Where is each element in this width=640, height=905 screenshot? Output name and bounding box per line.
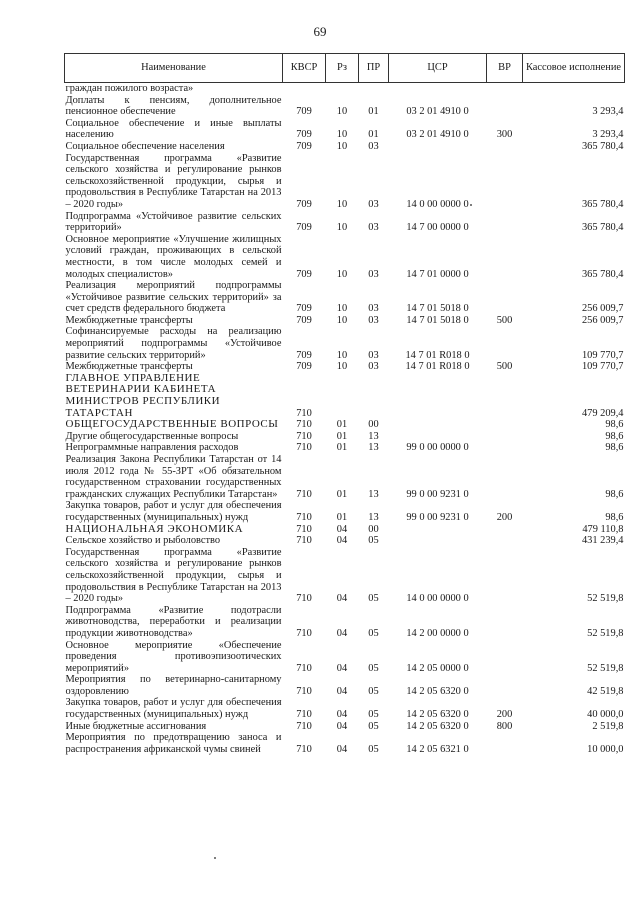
cell-amount: 52 519,8: [587, 593, 624, 605]
table-row: [65, 83, 625, 95]
header-name: Наименование: [65, 54, 283, 83]
cell-kvsr: 710: [296, 685, 312, 697]
cell-csr: 14 2 05 6320 0: [406, 685, 469, 697]
cell-name: Подпрограмма «Устойчивое развитие сельских территорий»: [65, 210, 282, 234]
cell-csr: 99 0 00 0000 0: [406, 442, 469, 454]
cell-kvsr: 710: [296, 743, 312, 755]
cell-vr: [487, 605, 523, 640]
cell-vr: [487, 326, 523, 361]
cell-rz: 01: [336, 430, 348, 442]
cell-pr: [359, 373, 389, 419]
cell-vr: [487, 234, 523, 280]
cell-csr: 03 2 01 4910 0: [406, 106, 469, 118]
cell-name: НАЦИОНАЛЬНАЯ ЭКОНОМИКА: [65, 522, 244, 535]
cell-vr: 300: [496, 129, 513, 141]
cell-vr: [487, 442, 523, 454]
cell-pr: 01: [368, 106, 379, 118]
cell-csr: [389, 373, 487, 419]
cell-amount: 98,6: [605, 511, 624, 523]
cell-csr: 14 2 05 6320 0: [406, 709, 469, 721]
cell-name: Межбюджетные трансферты: [65, 361, 193, 373]
table-row: [65, 547, 625, 605]
cell-csr: 14 2 05 6321 0: [406, 743, 469, 755]
cell-csr: 14 0 00 0000 0: [406, 198, 469, 210]
cell-csr: [389, 419, 487, 431]
cell-vr: 200: [496, 511, 513, 523]
scan-speck: [470, 204, 472, 206]
cell-csr: 14 2 05 0000 0: [406, 662, 469, 674]
cell-rz: 01: [336, 511, 348, 523]
cell-rz: 04: [336, 685, 348, 697]
cell-vr: [487, 431, 523, 443]
cell-vr: [487, 674, 523, 697]
cell-csr: 14 7 01 R018 0: [405, 361, 470, 373]
cell-vr: [487, 83, 523, 95]
cell-kvsr: 710: [296, 419, 312, 431]
cell-csr: [389, 535, 487, 547]
cell-pr: 03: [368, 361, 379, 373]
table-row: [65, 640, 625, 675]
cell-csr: 14 7 01 R018 0: [405, 349, 470, 361]
cell-pr: 13: [368, 511, 379, 523]
table-row: [65, 326, 625, 361]
header-row: [65, 54, 625, 83]
header-rz: Рз: [326, 54, 359, 83]
cell-amount: 98,6: [605, 419, 624, 431]
cell-kvsr: 709: [296, 222, 312, 234]
page-number: 69: [313, 24, 327, 39]
cell-name: Закупка товаров, работ и услуг для обеспечения государственных (муниципальных) нужд: [65, 697, 282, 721]
cell-amount: 40 000,0: [587, 709, 624, 721]
table-header: [65, 54, 625, 83]
cell-pr: 03: [368, 268, 379, 280]
cell-kvsr: 709: [296, 303, 312, 315]
cell-amount: 365 780,4: [581, 222, 624, 234]
cell-kvsr: 710: [296, 593, 312, 605]
cell-pr: 05: [368, 743, 379, 755]
cell-kvsr: 709: [296, 361, 312, 373]
cell-name: Сельское хозяйство и рыболовство: [65, 535, 221, 547]
cell-name: Основное мероприятие «Обеспечение проведения противоэпизоотических мероприятий»: [65, 639, 282, 674]
cell-kvsr: 709: [296, 129, 312, 141]
cell-kvsr: [283, 83, 326, 95]
table-row: [65, 605, 625, 640]
cell-vr: 500: [496, 314, 513, 326]
cell-rz: 10: [336, 349, 348, 361]
cell-kvsr: 710: [296, 523, 312, 535]
table-row: [65, 732, 625, 755]
table-row: [65, 211, 625, 234]
cell-kvsr: 709: [296, 140, 312, 152]
table-row: [65, 442, 625, 454]
cell-kvsr: 710: [296, 662, 312, 674]
cell-amount: [523, 83, 625, 95]
cell-amount: 365 780,4: [581, 198, 624, 210]
header-kvsr: КВСР: [283, 54, 326, 83]
cell-kvsr: 710: [296, 535, 312, 547]
cell-pr: 03: [368, 198, 379, 210]
cell-amount: 98,6: [605, 430, 624, 442]
table-row: [65, 315, 625, 327]
cell-kvsr: 710: [296, 407, 312, 419]
cell-csr: [389, 524, 487, 536]
cell-vr: [487, 547, 523, 605]
cell-pr: [359, 83, 389, 95]
cell-amount: 52 519,8: [587, 662, 624, 674]
cell-csr: [389, 83, 487, 95]
cell-name: Другие общегосударственные вопросы: [65, 430, 239, 442]
cell-vr: 500: [496, 361, 513, 373]
header-amount: Кассовое исполнение: [523, 54, 625, 83]
cell-amount: 256 009,7: [581, 314, 624, 326]
cell-amount: 98,6: [605, 488, 624, 500]
cell-rz: 10: [336, 303, 348, 315]
cell-rz: 04: [336, 627, 348, 639]
cell-csr: 14 7 01 5018 0: [406, 303, 469, 315]
cell-rz: 04: [336, 720, 348, 732]
cell-rz: 10: [336, 268, 348, 280]
cell-amount: 52 519,8: [587, 627, 624, 639]
cell-amount: 2 519,8: [592, 720, 624, 732]
cell-name: Социальное обеспечение и иные выплаты населению: [65, 117, 282, 141]
cell-csr: [389, 431, 487, 443]
cell-csr: 14 0 00 0000 0: [406, 593, 469, 605]
cell-name: Непрограммные направления расходов: [65, 442, 239, 454]
cell-csr: 03 2 01 4910 0: [406, 129, 469, 141]
table-row: [65, 153, 625, 211]
cell-amount: 479 209,4: [581, 407, 624, 419]
cell-pr: 13: [368, 488, 379, 500]
cell-vr: [487, 211, 523, 234]
table-row: [65, 500, 625, 523]
cell-amount: 98,6: [605, 442, 624, 454]
cell-vr: [487, 454, 523, 500]
cell-kvsr: 710: [296, 511, 312, 523]
table-row: [65, 524, 625, 536]
table-row: [65, 373, 625, 419]
cell-kvsr: 709: [296, 314, 312, 326]
cell-rz: 04: [336, 662, 348, 674]
cell-kvsr: 710: [296, 442, 312, 454]
cell-kvsr: 710: [296, 488, 312, 500]
cell-name: Доплаты к пенсиям, дополнительное пенсионное обеспечение: [65, 94, 282, 118]
table-row: [65, 141, 625, 153]
scan-speck: [214, 857, 216, 859]
table-row: [65, 118, 625, 141]
cell-pr: 03: [368, 303, 379, 315]
table-row: [65, 674, 625, 697]
cell-pr: 05: [368, 709, 379, 721]
cell-amount: 365 780,4: [581, 268, 624, 280]
cell-vr: [487, 419, 523, 431]
cell-name: Основное мероприятие «Улучшение жилищных условий граждан, проживающих в сельской местности, в том числе молодых семей и молодых специалистов»: [65, 233, 282, 280]
cell-vr: 200: [496, 709, 513, 721]
cell-pr: 00: [368, 419, 379, 431]
cell-csr: 14 7 01 5018 0: [406, 314, 469, 326]
cell-kvsr: 709: [296, 198, 312, 210]
cell-name: ГЛАВНОЕ УПРАВЛЕНИЕ ВЕТЕРИНАРИИ КАБИНЕТА МИНИСТРОВ РЕСПУБЛИКИ ТАТАРСТАН: [65, 371, 221, 419]
cell-amount: 3 293,4: [592, 106, 624, 118]
cell-name: Реализация Закона Республики Татарстан от 14 июля 2012 года № 55-ЗРТ «Об обязательном государственном страховании государственных гражданских служащих Республики Татарстан»: [65, 454, 282, 500]
cell-name: Реализация мероприятий подпрограммы «Устойчивое развитие сельских территорий» за счет средств федерального бюджета: [65, 280, 282, 315]
header-pr: ПР: [359, 54, 389, 83]
cell-kvsr: 710: [296, 627, 312, 639]
table-row: [65, 234, 625, 280]
cell-kvsr: 710: [296, 709, 312, 721]
table-row: [65, 721, 625, 733]
cell-rz: 10: [336, 222, 348, 234]
cell-vr: [487, 153, 523, 211]
cell-pr: 03: [368, 349, 379, 361]
cell-rz: 01: [336, 488, 348, 500]
budget-table: [64, 53, 625, 755]
cell-csr: 99 0 00 9231 0: [406, 511, 469, 523]
cell-rz: 10: [336, 361, 348, 373]
header-csr: ЦСР: [389, 54, 487, 83]
cell-name: Государственная программа «Развитие сельского хозяйства и регулирование рынков сельскохозяйственной продукции, сырья и продовольствия в Республике Татарстан на 2013 – 2020 годы»: [65, 546, 282, 605]
cell-kvsr: 710: [296, 430, 312, 442]
cell-pr: 05: [368, 720, 379, 732]
cell-amount: 431 239,4: [581, 535, 624, 547]
cell-rz: 01: [336, 419, 348, 431]
table-row: [65, 454, 625, 500]
cell-pr: 01: [368, 129, 379, 141]
cell-pr: 05: [368, 535, 379, 547]
cell-name: граждан пожилого возраста»: [65, 83, 194, 94]
cell-vr: [487, 141, 523, 153]
cell-csr: 99 0 00 9231 0: [406, 488, 469, 500]
cell-rz: 04: [336, 743, 348, 755]
cell-csr: 14 7 00 0000 0: [406, 222, 469, 234]
cell-amount: 109 770,7: [581, 361, 624, 373]
cell-pr: 03: [368, 140, 379, 152]
cell-pr: 05: [368, 685, 379, 697]
cell-rz: 10: [336, 129, 348, 141]
cell-amount: 479 110,8: [582, 523, 624, 535]
cell-amount: 365 780,4: [581, 140, 624, 152]
cell-pr: 05: [368, 593, 379, 605]
cell-amount: 256 009,7: [581, 303, 624, 315]
table-row: [65, 95, 625, 118]
cell-name: Мероприятия по ветеринарно-санитарному оздоровлению: [65, 674, 282, 697]
cell-pr: 13: [368, 442, 379, 454]
cell-rz: 04: [336, 593, 348, 605]
cell-vr: [487, 95, 523, 118]
cell-amount: 42 519,8: [587, 685, 624, 697]
cell-vr: [487, 535, 523, 547]
cell-name: Государственная программа «Развитие сельского хозяйства и регулирование рынков сельскохозяйственной продукции, сырья и продовольствия в Республике Татарстан на 2013 – 2020 годы»: [65, 152, 282, 210]
cell-rz: 10: [336, 198, 348, 210]
cell-csr: 14 2 00 0000 0: [406, 627, 469, 639]
cell-kvsr: 709: [296, 106, 312, 118]
cell-vr: [487, 524, 523, 536]
cell-kvsr: 710: [296, 720, 312, 732]
cell-kvsr: 709: [296, 268, 312, 280]
cell-name: ОБЩЕГОСУДАРСТВЕННЫЕ ВОПРОСЫ: [65, 418, 279, 431]
table-row: [65, 431, 625, 443]
cell-vr: [487, 640, 523, 675]
cell-csr: [389, 141, 487, 153]
cell-pr: 13: [368, 430, 379, 442]
cell-amount: 109 770,7: [581, 349, 624, 361]
cell-rz: 04: [336, 535, 348, 547]
cell-name: Межбюджетные трансферты: [65, 314, 193, 326]
cell-rz: 10: [336, 140, 348, 152]
cell-name: Иные бюджетные ассигнования: [65, 720, 207, 732]
cell-amount: 10 000,0: [587, 743, 624, 755]
cell-name: Закупка товаров, работ и услуг для обеспечения государственных (муниципальных) нужд: [65, 500, 282, 523]
cell-rz: 01: [336, 442, 348, 454]
cell-name: Социальное обеспечение населения: [65, 140, 225, 152]
cell-rz: 04: [336, 709, 348, 721]
table-body: [65, 83, 625, 756]
cell-vr: [487, 732, 523, 755]
table-row: [65, 697, 625, 720]
cell-rz: [326, 83, 359, 95]
cell-name: Подпрограмма «Развитие подотрасли животноводства, переработки и реализации продукции животноводства»: [65, 604, 282, 639]
table-row: [65, 419, 625, 431]
cell-kvsr: 709: [296, 349, 312, 361]
cell-csr: 14 7 01 0000 0: [406, 268, 469, 280]
cell-rz: 10: [336, 106, 348, 118]
cell-vr: [487, 280, 523, 315]
cell-pr: 00: [368, 523, 379, 535]
table-row: [65, 280, 625, 315]
cell-rz: [326, 373, 359, 419]
cell-rz: 10: [336, 314, 348, 326]
cell-csr: 14 2 05 6320 0: [406, 720, 469, 732]
cell-pr: 03: [368, 222, 379, 234]
table-row: [65, 535, 625, 547]
cell-rz: 04: [336, 523, 348, 535]
cell-vr: [487, 373, 523, 419]
cell-pr: 03: [368, 314, 379, 326]
cell-pr: 05: [368, 662, 379, 674]
cell-name: Софинансируемые расходы на реализацию мероприятий подпрограммы «Устойчивое развитие сельских территорий»: [65, 326, 282, 361]
header-vr: ВР: [487, 54, 523, 83]
cell-vr: 800: [496, 720, 513, 732]
cell-pr: 05: [368, 627, 379, 639]
cell-name: Мероприятия по предотвращению заноса и распространения африканской чумы свиней: [65, 732, 282, 755]
cell-amount: 3 293,4: [592, 129, 624, 141]
